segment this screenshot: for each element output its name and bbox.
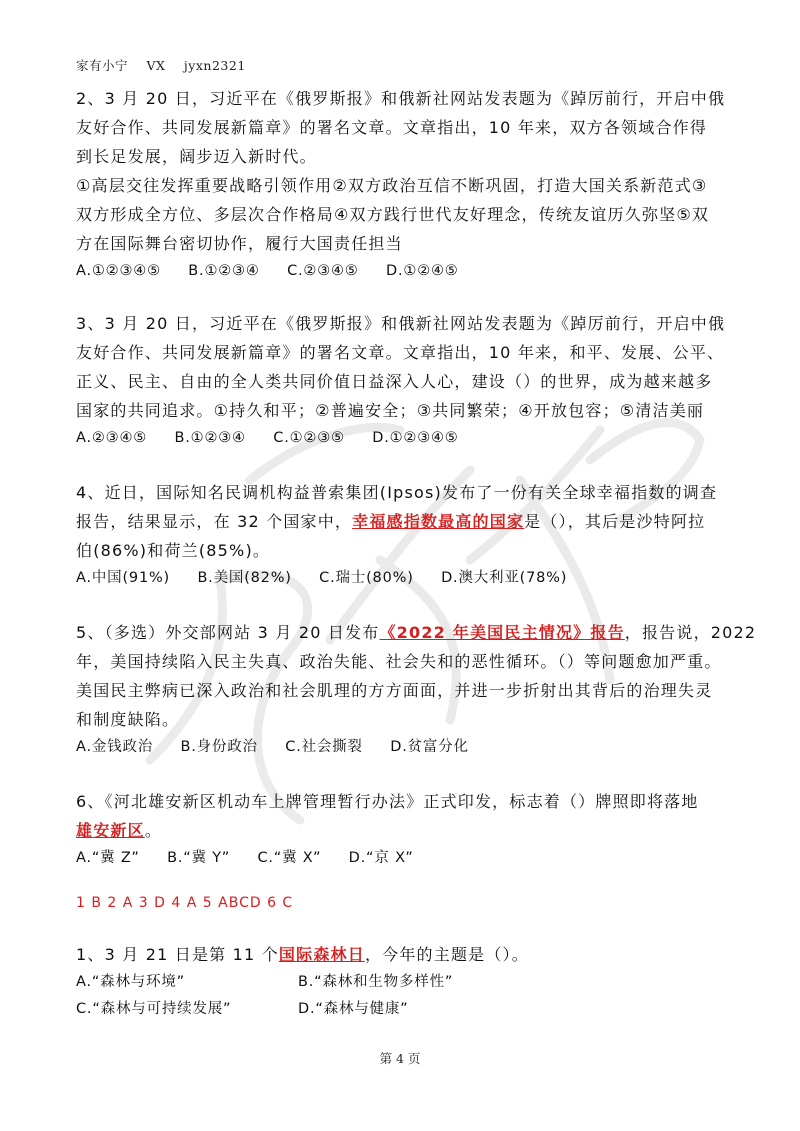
question-1-line: [76, 940, 726, 969]
option-b: B.①②③④: [188, 263, 260, 279]
option-a: A.①②③④⑤: [76, 263, 161, 279]
option-a: A.“森林与环境”: [76, 974, 185, 990]
question-5-text: 5、（多选）外交部网站 3 月 20 日发布: [76, 623, 380, 642]
question-5-line: 年，美国持续陷入民主失真、政治失能、社会失和的恶性循环。（）等问题愈加严重。: [76, 652, 722, 671]
option-a: A.②③④⑤: [76, 430, 148, 446]
option-a: A.“冀 Z”: [76, 850, 140, 866]
question-1-highlight: 国际森林日: [278, 945, 365, 964]
question-3-line: 国家的共同追求。①持久和平；②普遍安全；③共同繁荣；④开放包容；⑤清洁美丽: [76, 401, 705, 420]
question-1-forest: [76, 940, 726, 1023]
option-d: D.澳大利亚(78%): [441, 570, 568, 586]
option-d: D.①②④⑤: [386, 263, 459, 279]
question-1-options: [76, 969, 726, 996]
question-4-line: 4、近日，国际知名民调机构益普索集团(Ipsos)发布了一份有关全球幸福指数的调查: [76, 483, 718, 502]
question-6: [76, 787, 726, 872]
option-d: D.“森林与健康”: [298, 1001, 409, 1017]
question-5-text: ，报告说，2022: [624, 623, 757, 642]
question-3-options: [76, 425, 726, 452]
header-vx: VX: [146, 58, 166, 73]
question-4-options: [76, 565, 726, 592]
header-name: 家有小宁: [76, 58, 129, 73]
question-5-line: [76, 618, 757, 647]
option-a: A.中国(91%): [76, 570, 171, 586]
option-c: C.社会撕裂: [285, 739, 363, 755]
option-c: C.②③④⑤: [287, 263, 359, 279]
question-4-line: [76, 507, 726, 536]
question-3-line: 正义、民主、自由的全人类共同价值日益深入人心，建设（）的世界，成为越来越多: [76, 372, 713, 391]
option-c: C.“森林与可持续发展”: [76, 1001, 232, 1017]
question-1-options: [76, 996, 726, 1023]
question-5-line: 和制度缺陷。: [76, 710, 180, 729]
option-d: D.贫富分化: [390, 739, 469, 755]
question-4: [76, 478, 726, 592]
option-b: B.美国(82%): [197, 570, 292, 586]
question-3: [76, 309, 726, 452]
question-4-text: 报告，结果显示，在 32 个国家中，: [76, 512, 353, 531]
question-5-highlight: 《2022 年美国民主情况》报告: [379, 623, 625, 642]
question-5-line: 美国民主弊病已深入政治和社会肌理的方方面面，并进一步折射出其背后的治理失灵: [76, 681, 713, 700]
question-6-line: [76, 816, 726, 845]
option-d: D.“京 X”: [348, 850, 414, 866]
question-4-text: 是（），其后是沙特阿拉: [524, 512, 706, 531]
option-a: A.金钱政治: [76, 739, 154, 755]
page-number: 第 4 页: [379, 1051, 421, 1066]
option-c: C.①②③⑤: [273, 430, 345, 446]
question-2-line: 方在国际舞台密切协作，履行大国责任担当: [76, 234, 403, 253]
question-2-line: 2、3 月 20 日，习近平在《俄罗斯报》和俄新社网站发表题为《踔厉前行，开启中俄: [76, 89, 726, 108]
option-b: B.“森林和生物多样性”: [298, 974, 454, 990]
question-4-highlight: 幸福感指数最高的国家: [352, 512, 525, 531]
question-2-line: 到长足发展，阔步迈入新时代。: [76, 147, 317, 166]
question-5-options: [76, 734, 726, 761]
question-1-text: ，今年的主题是（）。: [364, 945, 529, 964]
question-4-line: 伯(86%)和荷兰(85%)。: [76, 541, 271, 560]
option-d: D.①②③④⑤: [372, 430, 459, 446]
question-5: [76, 618, 757, 761]
question-2-line: ①高层交往发挥重要战略引领作用②双方政治互信不断巩固，打造大国关系新范式③: [76, 176, 708, 195]
page-header: [76, 56, 260, 74]
question-6-highlight: 雄安新区: [76, 821, 145, 840]
option-c: C.瑞士(80%): [319, 570, 414, 586]
option-b: B.①②③④: [174, 430, 246, 446]
question-2: [76, 84, 726, 285]
question-1-text: 1、3 月 21 日是第 11 个: [76, 945, 279, 964]
question-2-line: 友好合作、共同发展新篇章》的署名文章。文章指出，10 年来，双方各领域合作得: [76, 118, 708, 137]
answer-key: 1 B 2 A 3 D 4 A 5 ABCD 6 C: [76, 895, 294, 911]
header-id: jyxn2321: [183, 58, 246, 73]
question-3-line: 友好合作、共同发展新篇章》的署名文章。文章指出，10 年来，和平、发展、公平、: [76, 343, 725, 362]
question-6-line: 6、《河北雄安新区机动车上牌管理暂行办法》正式印发，标志着（）牌照即将落地: [76, 792, 699, 811]
question-3-line: 3、3 月 20 日，习近平在《俄罗斯报》和俄新社网站发表题为《踔厉前行，开启中俄: [76, 314, 726, 333]
question-2-options: [76, 258, 726, 285]
question-6-options: [76, 845, 726, 872]
option-b: B.身份政治: [180, 739, 258, 755]
option-b: B.“冀 Y”: [167, 850, 231, 866]
question-6-text: 。: [144, 821, 163, 840]
question-2-line: 双方形成全方位、多层次合作格局④双方践行世代友好理念，传统友谊历久弥坚⑤双: [76, 205, 710, 224]
option-c: C.“冀 X”: [257, 850, 322, 866]
